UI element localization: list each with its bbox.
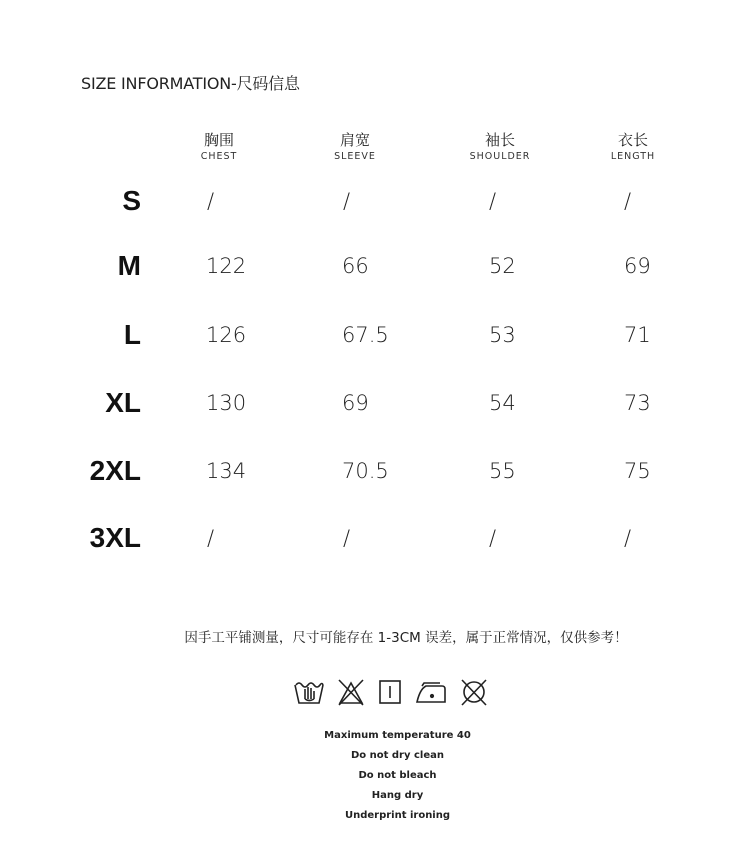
column-header-sleeve [334, 130, 376, 164]
column-header-cn: 衣长 [617, 131, 648, 149]
page-title: SIZE INFORMATION-尺码信息 [81, 74, 300, 93]
size-label: L [123, 319, 141, 350]
length-value: 71 [624, 323, 651, 347]
column-header-en: SLEEVE [334, 151, 376, 162]
sleeve-value: / [343, 526, 351, 550]
care-instruction: Do not dry clean [351, 750, 444, 761]
length-value: / [624, 526, 632, 550]
shoulder-value: / [489, 189, 497, 213]
column-header-en: CHEST [200, 151, 238, 162]
column-header-chest [201, 130, 238, 164]
sleeve-value: 70.5 [342, 459, 389, 483]
size-label: 3XL [89, 522, 141, 553]
shoulder-value: 54 [489, 391, 516, 415]
sleeve-value: 67.5 [342, 323, 389, 347]
length-value: 69 [624, 254, 651, 278]
hang-dry-icon [377, 677, 403, 707]
chest-value: 130 [206, 391, 247, 415]
hand-wash-icon [293, 677, 325, 707]
column-header-en: SHOULDER [469, 151, 531, 162]
do-not-dry-clean-icon [459, 677, 489, 707]
care-icons [293, 677, 489, 707]
column-header-cn: 胸围 [203, 131, 234, 149]
table-row [0, 246, 750, 286]
column-header-cn: 袖长 [484, 131, 516, 149]
size-label: S [122, 185, 141, 216]
column-header-cn: 肩宽 [339, 131, 370, 149]
size-label: M [117, 250, 141, 281]
sleeve-value: 69 [342, 391, 369, 415]
shoulder-value: 53 [489, 323, 516, 347]
length-value: / [624, 189, 632, 213]
shoulder-value: 52 [489, 254, 516, 278]
care-instruction: Hang dry [371, 790, 424, 801]
care-instruction: Do not bleach [358, 770, 437, 781]
chest-value: 126 [206, 323, 247, 347]
chest-value: / [207, 189, 215, 213]
table-row [0, 383, 750, 423]
chest-value: / [207, 526, 215, 550]
column-header-length [611, 130, 655, 164]
care-instruction: Maximum temperature 40 [324, 730, 471, 741]
table-row [0, 181, 750, 221]
size-label: XL [105, 387, 141, 418]
measurement-note: 因手工平铺测量，尺寸可能存在 1-3CM 误差，属于正常情况，仅供参考！ [184, 630, 628, 646]
shoulder-value: / [489, 526, 497, 550]
length-value: 73 [624, 391, 651, 415]
shoulder-value: 55 [489, 459, 516, 483]
column-header-shoulder [470, 130, 531, 164]
iron-low-icon [414, 677, 448, 707]
table-row [0, 518, 750, 558]
care-instruction: Underprint ironing [344, 810, 451, 821]
chest-value: 122 [206, 254, 247, 278]
table-row [0, 451, 750, 491]
chest-value: 134 [206, 459, 247, 483]
do-not-bleach-icon [336, 677, 366, 707]
column-header-en: LENGTH [610, 151, 656, 162]
table-row [0, 315, 750, 355]
length-value: 75 [624, 459, 651, 483]
sleeve-value: / [343, 189, 351, 213]
size-label: 2XL [89, 455, 141, 486]
sleeve-value: 66 [342, 254, 369, 278]
care-instructions [0, 728, 750, 828]
